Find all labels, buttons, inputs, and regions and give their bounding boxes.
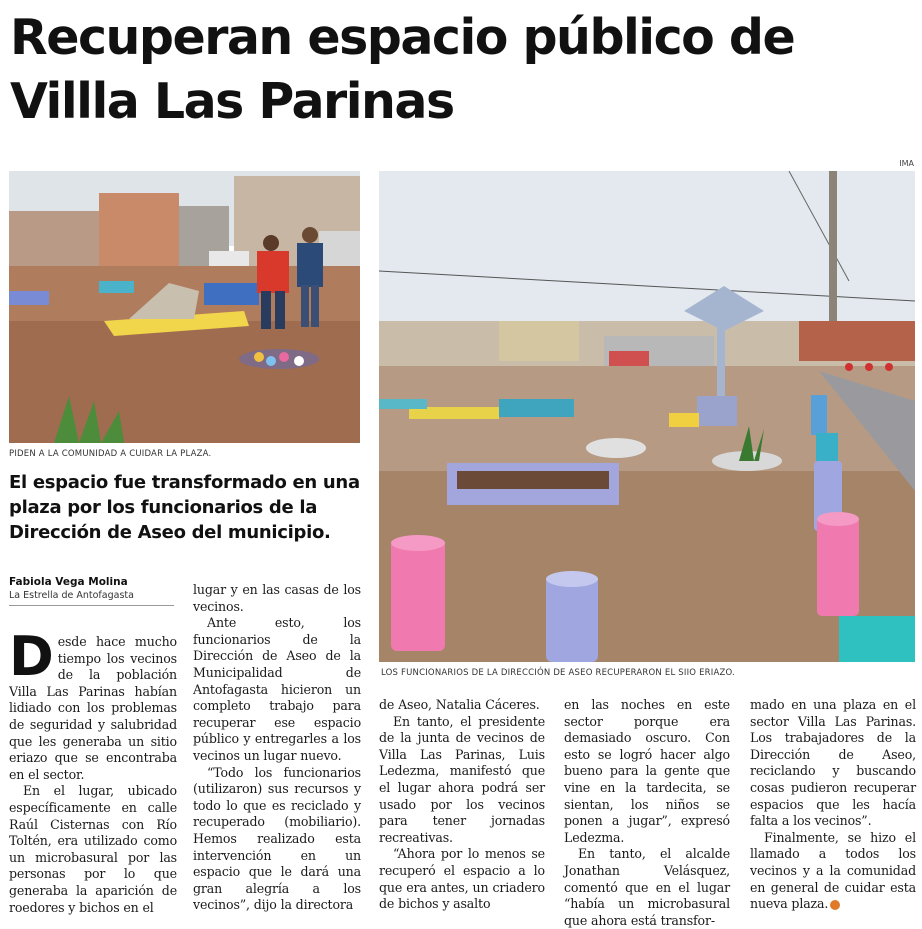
author-name: Fabiola Vega Molina <box>9 576 128 588</box>
body-paragraph: En tanto, el alcalde Jonathan Velásquez, comentó que en el lugar “había un microbasural que ahora está transfor- <box>564 846 730 928</box>
body-paragraph-text: Finalmente, se hizo el llamado a todos los vecinos y a la comunidad en general de cuidar esta nueva plaza. <box>750 829 916 912</box>
photo-caption-left: PIDEN A LA COMUNIDAD A CUIDAR LA PLAZA. <box>9 449 212 459</box>
body-paragraph: mado en una plaza en el sector Villa Las Parinas. Los trabajadores de la Dirección de Aseo, reciclando y buscando cosas pudieron recuperar espacios que les hacía falta a los vecinos”. <box>750 697 916 829</box>
article-subhead: El espacio fue transformado en una plaza por los funcionarios de la Dirección de Aseo del municipio. <box>9 472 360 543</box>
body-paragraph: de Aseo, Natalia Cáceres. <box>379 697 540 712</box>
body-paragraph: “Ahora por lo menos se recuperó el espacio a lo que era antes, un criadero de bichos y asalto <box>379 846 545 912</box>
byline <box>9 576 174 606</box>
photo-plaza-left <box>9 171 360 443</box>
body-paragraph: lugar y en las casas de los vecinos. <box>193 582 361 614</box>
headline: Recuperan espacio público de Villla Las Parinas <box>10 9 795 130</box>
body-column-5 <box>750 697 916 913</box>
drop-cap: D <box>9 625 54 688</box>
body-paragraph: En el lugar, ubicado específicamente en calle Raúl Cisternas con Río Toltén, era utilizado como un microbasural por las personas por lo que generaba la aparición de roedores y bichos en el <box>9 783 177 915</box>
body-paragraph: Ante esto, los funcionarios de la Dirección de Aseo de la Municipalidad de Antofagasta hicieron un completo trabajo para recuperar ese espacio público y entregarles a los vecinos un lugar nuevo. <box>193 615 361 763</box>
photo-credit: IMA <box>899 159 914 168</box>
body-paragraph <box>9 625 177 783</box>
photo-plaza-right <box>379 171 915 662</box>
publication-name: La Estrella de Antofagasta <box>9 590 134 601</box>
end-mark-icon <box>830 900 840 910</box>
body-column-4 <box>564 697 730 929</box>
body-paragraph: “Todo los funcionarios (utilizaron) sus recursos y todo lo que es reciclado y recuperado (mobiliario). Hemos realizado esta intervención en un espacio que le dará una gran alegría a los vecinos”, dijo la directora <box>193 764 361 913</box>
body-paragraph: en las noches en este sector porque era demasiado oscuro. Con esto se logró hacer algo bueno para la gente que vine en la tardecita, se sientan, los niños se ponen a jugar”, expresó Ledezma. <box>564 697 730 845</box>
photo-caption-right: LOS FUNCIONARIOS DE LA DIRECCIÓN DE ASEO RECUPERARON EL SIIO ERIAZO. <box>381 668 735 678</box>
body-column-1 <box>9 625 177 916</box>
body-column-2 <box>193 582 361 914</box>
body-paragraph: En tanto, el presidente de la junta de vecinos de Villa Las Parinas, Luis Ledezma, manifestó que el lugar ahora podrá ser usado por los vecinos para tener jornadas recreativas. <box>379 713 545 845</box>
body-paragraph <box>750 830 916 913</box>
body-paragraph-text: esde hace mucho tiempo los vecinos de la población Villa Las Parinas habían lidiado con los problemas de seguridad y salubridad que les generaba un sitio eriazo que se encontraba en el sector. <box>9 634 177 782</box>
body-column-3 <box>379 697 545 913</box>
